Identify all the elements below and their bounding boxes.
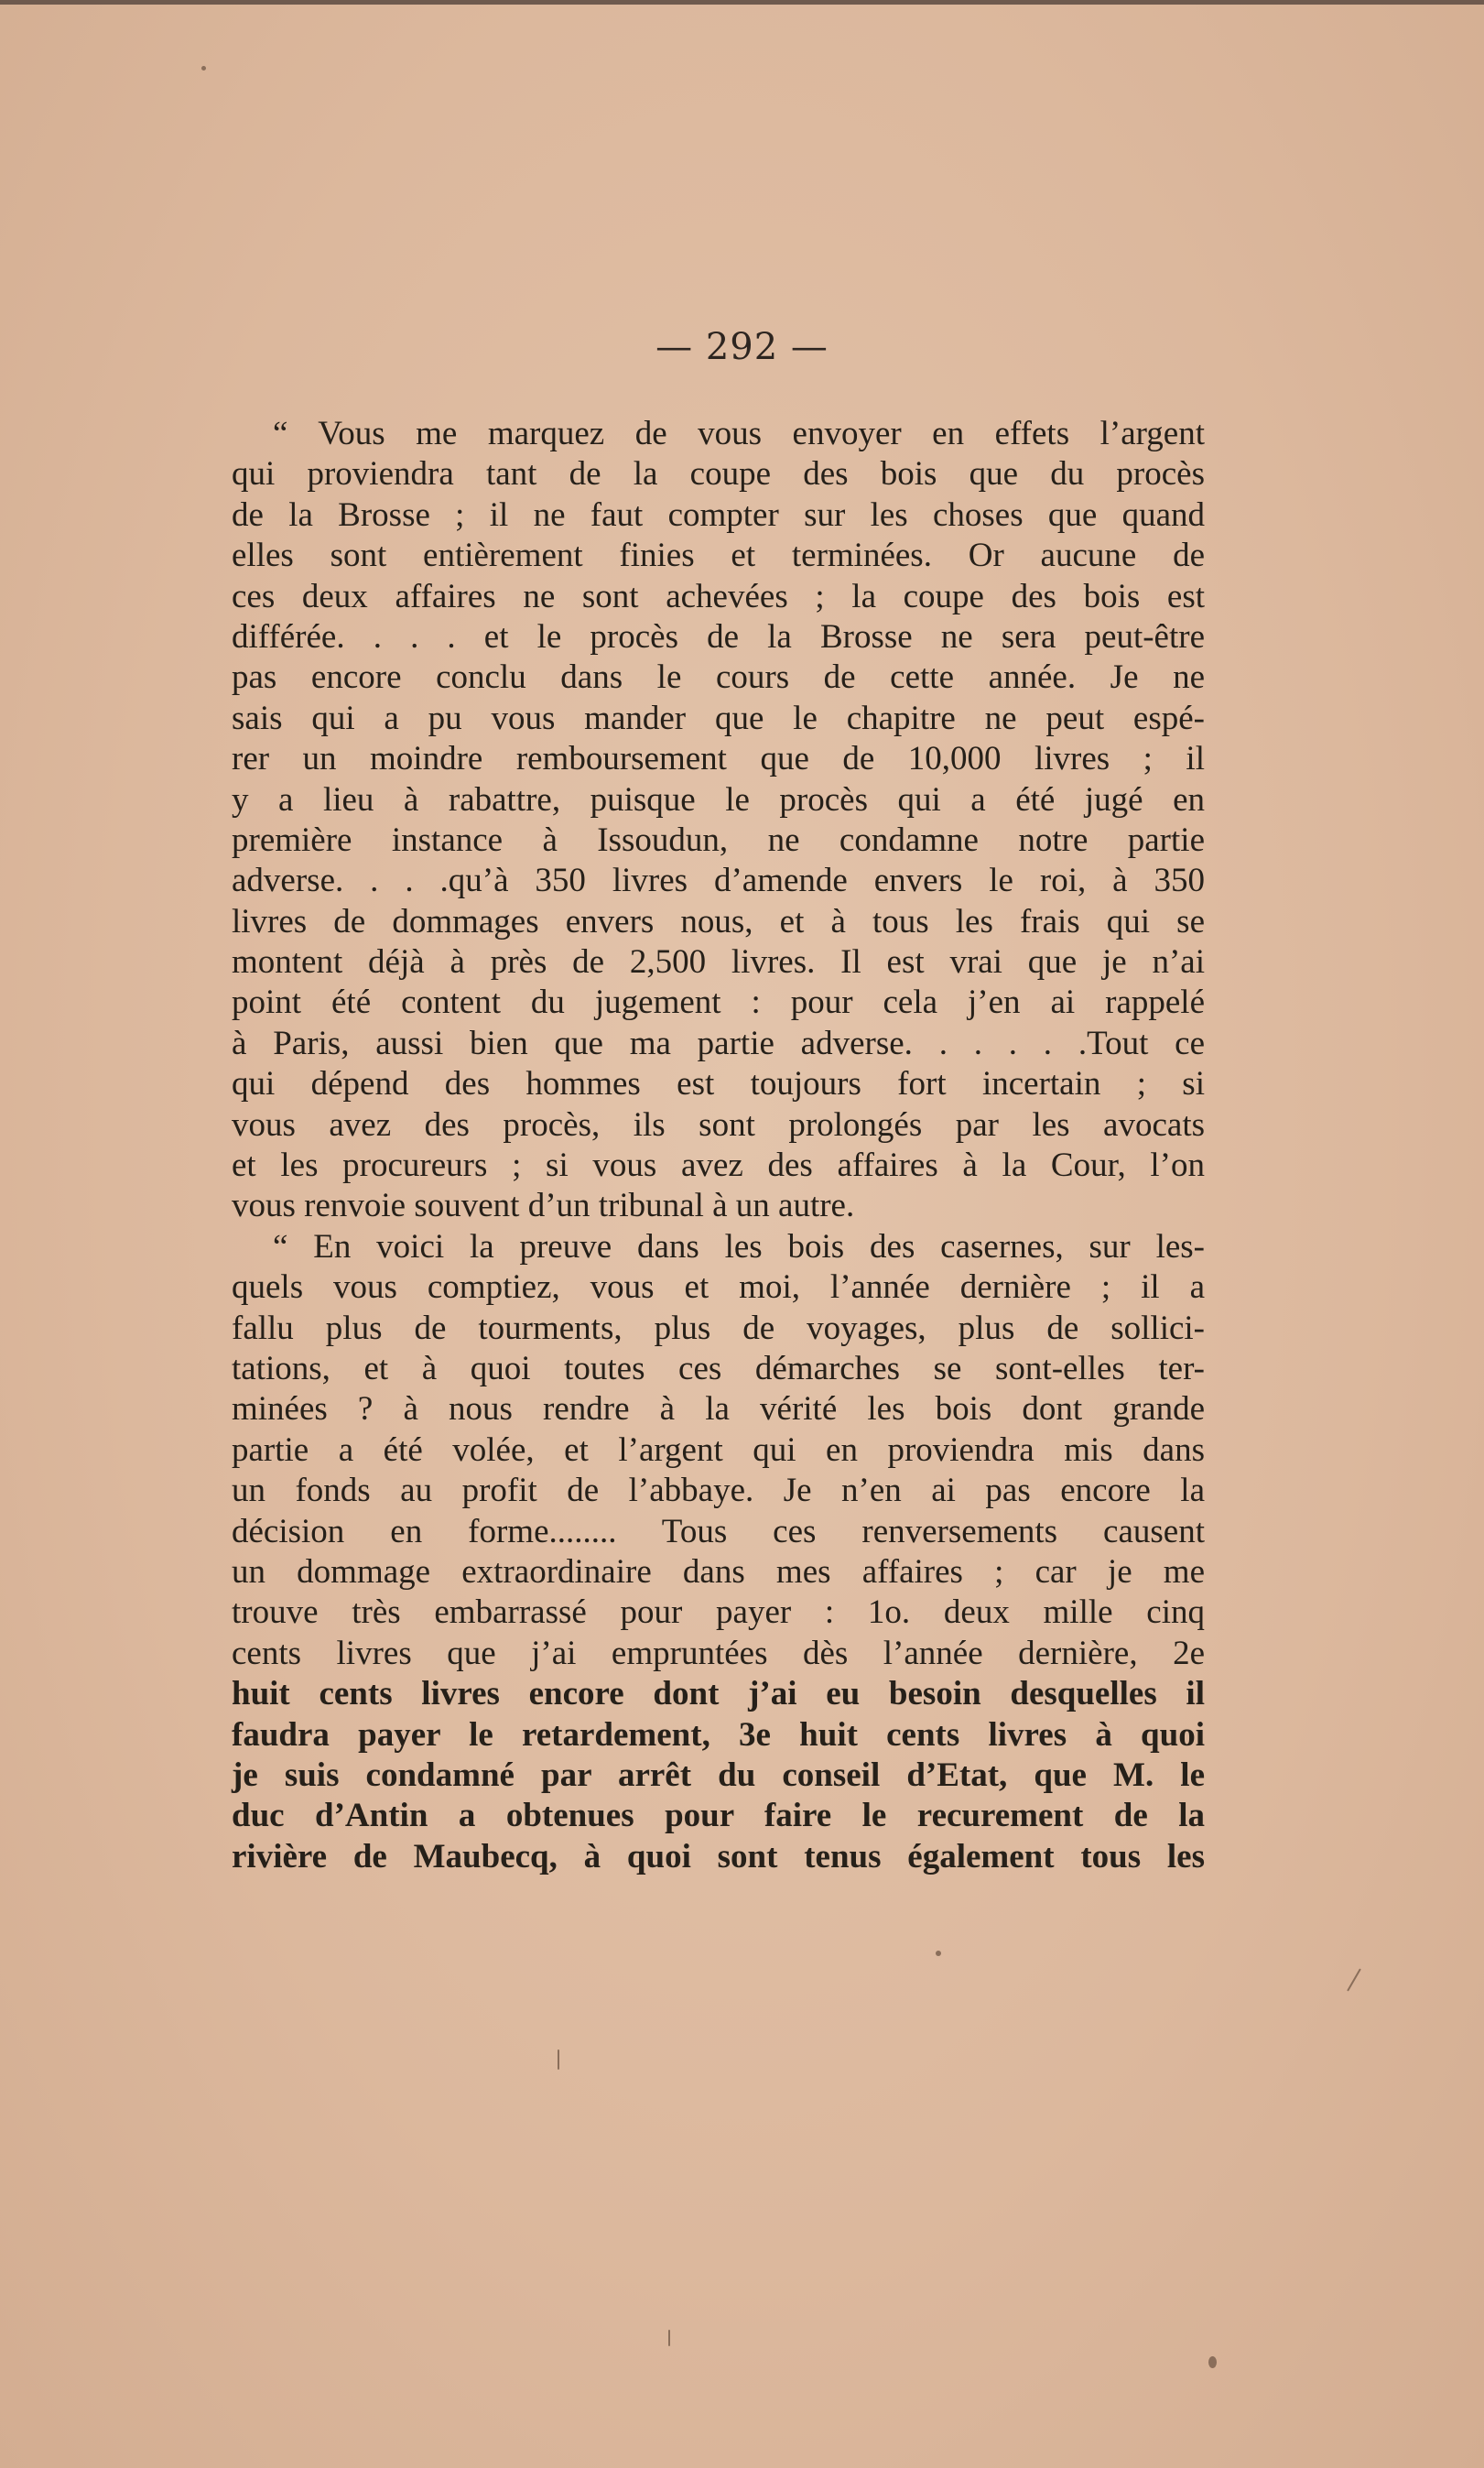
paper-speck bbox=[1208, 2356, 1217, 2368]
text-line: quels vous comptiez, vous et moi, l’année dernière ; il a bbox=[232, 1268, 1205, 1307]
text-line: cents livres que j’ai empruntées dès l’année dernière, 2e bbox=[232, 1634, 1205, 1672]
text-line: décision en forme........ Tous ces renversements causent bbox=[232, 1512, 1205, 1550]
paper-speck bbox=[201, 66, 206, 71]
text-line: partie a été volée, et l’argent qui en proviendra mis dans bbox=[232, 1430, 1205, 1469]
text-line: première instance à Issoudun, ne condamne notre partie bbox=[232, 821, 1205, 859]
text-line: huit cents livres encore dont j’ai eu besoin desquelles il bbox=[232, 1675, 1205, 1713]
text-line: sais qui a pu vous mander que le chapitre ne peut espé- bbox=[232, 699, 1205, 737]
page-top-edge bbox=[0, 0, 1484, 5]
text-line: à Paris, aussi bien que ma partie adverse. . . . . .Tout ce bbox=[232, 1024, 1205, 1062]
text-line: livres de dommages envers nous, et à tous les frais qui se bbox=[232, 902, 1205, 940]
text-line: qui dépend des hommes est toujours fort incertain ; si bbox=[232, 1065, 1205, 1104]
paper-speck bbox=[1347, 1968, 1361, 1991]
text-line: minées ? à nous rendre à la vérité les bois dont grande bbox=[232, 1390, 1205, 1429]
text-line: de la Brosse ; il ne faut compter sur les choses que quand bbox=[232, 495, 1205, 534]
text-line: elles sont entièrement finies et terminées. Or aucune de bbox=[232, 537, 1205, 575]
text-line: ces deux affaires ne sont achevées ; la coupe des bois est bbox=[232, 577, 1205, 615]
paper-speck bbox=[558, 2049, 559, 2070]
text-line: faudra payer le retardement, 3e huit cents livres à quoi bbox=[232, 1715, 1205, 1754]
text-line: qui proviendra tant de la coupe des bois que du procès bbox=[232, 455, 1205, 494]
page-number: — 292 — bbox=[655, 326, 829, 368]
text-line: différée. . . . et le procès de la Brosse ne sera peut-être bbox=[232, 617, 1205, 656]
text-line: vous avez des procès, ils sont prolongés par les avocats bbox=[232, 1105, 1205, 1144]
text-line: et les procureurs ; si vous avez des affaires à la Cour, l’on bbox=[232, 1147, 1205, 1185]
text-line: duc d’Antin a obtenues pour faire le recurement de la bbox=[232, 1797, 1205, 1835]
text-line: je suis condamné par arrêt du conseil d’Etat, que M. le bbox=[232, 1756, 1205, 1794]
text-line: rivière de Maubecq, à quoi sont tenus également tous les bbox=[232, 1837, 1205, 1875]
text-line: trouve très embarrassé pour payer : 1o. deux mille cinq bbox=[232, 1593, 1205, 1632]
paper-speck bbox=[668, 2330, 670, 2346]
paper-speck bbox=[936, 1951, 941, 1956]
text-line: point été content du jugement : pour cela j’en ai rappelé bbox=[232, 984, 1205, 1022]
text-line: adverse. . . .qu’à 350 livres d’amende envers le roi, à 350 bbox=[232, 862, 1205, 900]
text-line: y a lieu à rabattre, puisque le procès qui a été jugé en bbox=[232, 780, 1205, 819]
text-line: “ Vous me marquez de vous envoyer en effets l’argent bbox=[273, 415, 1205, 452]
text-line: vous renvoie souvent d’un tribunal à un autre. bbox=[232, 1187, 855, 1225]
text-line: un dommage extraordinaire dans mes affaires ; car je me bbox=[232, 1552, 1205, 1591]
text-line: montent déjà à près de 2,500 livres. Il est vrai que je n’ai bbox=[232, 943, 1205, 982]
body-text bbox=[232, 414, 1205, 1877]
text-line: tations, et à quoi toutes ces démarches se sont-elles ter- bbox=[232, 1349, 1205, 1387]
text-line: “ En voici la preuve dans les bois des casernes, sur les- bbox=[273, 1227, 1205, 1266]
text-line: fallu plus de tourments, plus de voyages, plus de sollici- bbox=[232, 1309, 1205, 1347]
text-line: un fonds au profit de l’abbaye. Je n’en ai pas encore la bbox=[232, 1472, 1205, 1510]
text-line: pas encore conclu dans le cours de cette année. Je ne bbox=[232, 658, 1205, 697]
text-line: rer un moindre remboursement que de 10,000 livres ; il bbox=[232, 740, 1205, 778]
